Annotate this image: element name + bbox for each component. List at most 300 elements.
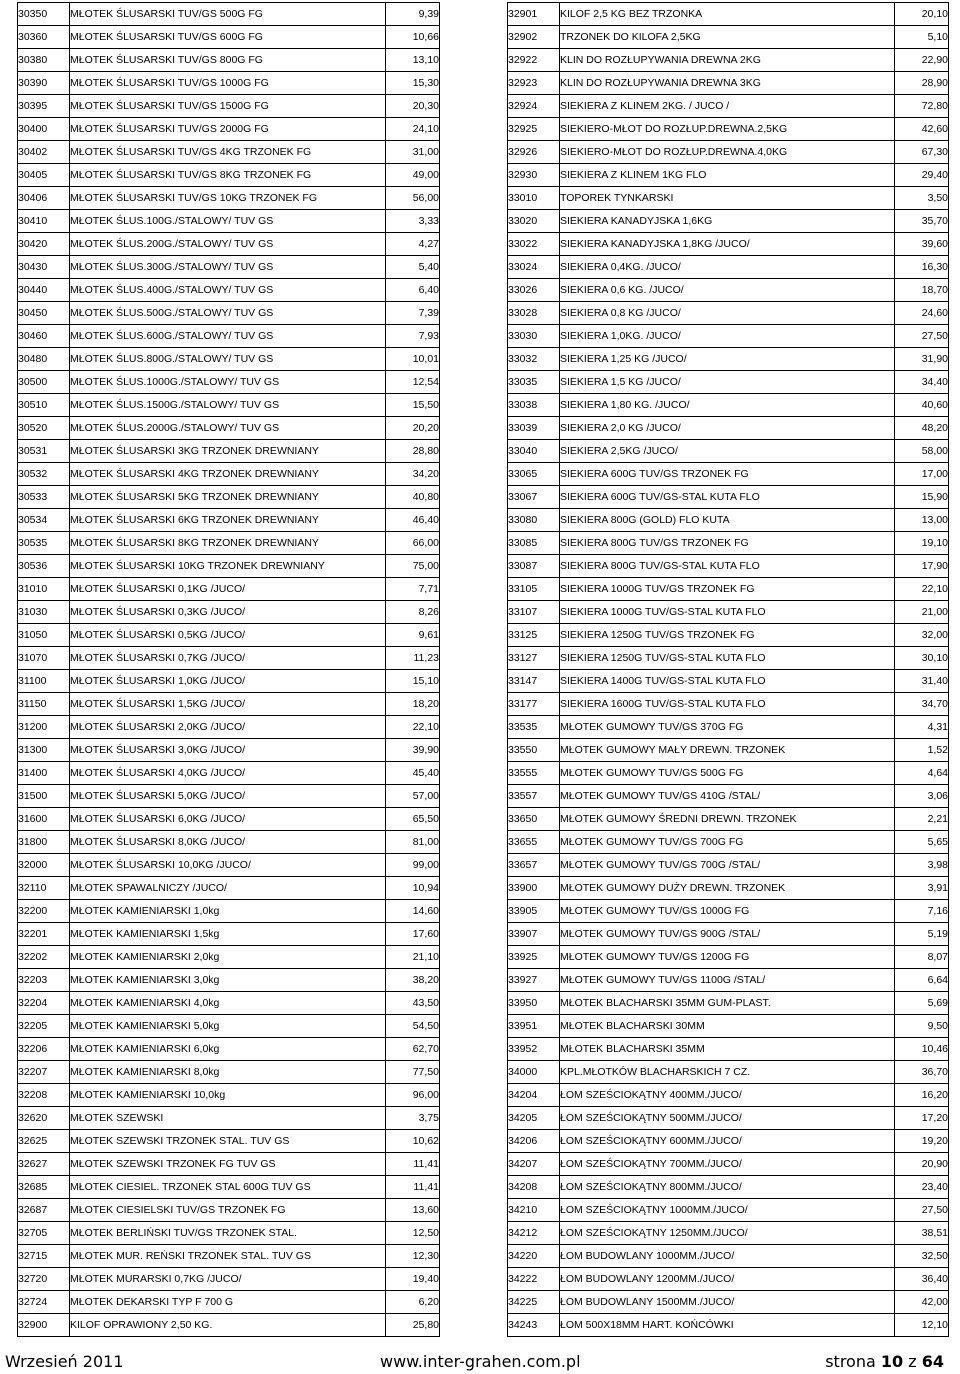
table-row <box>508 3 949 26</box>
product-code: 33085 <box>508 532 560 555</box>
product-name: MŁOTEK GUMOWY TUV/GS 700G FG <box>560 831 895 854</box>
product-code: 33177 <box>508 693 560 716</box>
table-row <box>18 1061 440 1084</box>
product-code: 33535 <box>508 716 560 739</box>
product-price: 77,50 <box>386 1061 440 1084</box>
product-code: 34208 <box>508 1176 560 1199</box>
product-name: MŁOTEK ŚLUSARSKI TUV/GS 500G FG <box>70 3 386 26</box>
product-code: 30395 <box>18 95 70 118</box>
table-row <box>508 1015 949 1038</box>
product-price: 27,50 <box>895 1199 949 1222</box>
product-price: 15,30 <box>386 72 440 95</box>
product-name: MŁOTEK ŚLUSARSKI TUV/GS 1500G FG <box>70 95 386 118</box>
table-row <box>508 1061 949 1084</box>
table-row <box>508 739 949 762</box>
product-price: 20,10 <box>895 3 949 26</box>
table-row <box>508 118 949 141</box>
table-row <box>508 72 949 95</box>
table-row <box>18 95 440 118</box>
product-code: 33147 <box>508 670 560 693</box>
product-name: ŁOM SZEŚCIOKĄTNY 700MM./JUCO/ <box>560 1153 895 1176</box>
product-name: MŁOTEK SZEWSKI TRZONEK STAL. TUV GS <box>70 1130 386 1153</box>
product-code: 32204 <box>18 992 70 1015</box>
table-row <box>18 1222 440 1245</box>
product-price: 5,19 <box>895 923 949 946</box>
product-price: 81,00 <box>386 831 440 854</box>
product-code: 30520 <box>18 417 70 440</box>
product-code: 33655 <box>508 831 560 854</box>
table-row <box>508 348 949 371</box>
product-code: 31150 <box>18 693 70 716</box>
page-prefix: strona <box>825 1352 876 1371</box>
product-price: 45,40 <box>386 762 440 785</box>
product-price: 96,00 <box>386 1084 440 1107</box>
product-code: 32205 <box>18 1015 70 1038</box>
product-name: MŁOTEK ŚLUSARSKI TUV/GS 800G FG <box>70 49 386 72</box>
product-name: MŁOTEK ŚLUSARSKI TUV/GS 600G FG <box>70 26 386 49</box>
product-code: 32627 <box>18 1153 70 1176</box>
product-code: 33080 <box>508 509 560 532</box>
product-name: SIEKIERA 0,4KG. /JUCO/ <box>560 256 895 279</box>
product-name: SIEKIERA KANADYJSKA 1,8KG /JUCO/ <box>560 233 895 256</box>
product-name: MŁOTEK GUMOWY TUV/GS 1000G FG <box>560 900 895 923</box>
product-code: 30534 <box>18 509 70 532</box>
product-price: 10,62 <box>386 1130 440 1153</box>
product-code: 32924 <box>508 95 560 118</box>
table-row <box>508 693 949 716</box>
product-name: SIEKIERA 1250G TUV/GS TRZONEK FG <box>560 624 895 647</box>
table-row <box>18 1130 440 1153</box>
table-row <box>508 831 949 854</box>
product-name: ŁOM BUDOWLANY 1200MM./JUCO/ <box>560 1268 895 1291</box>
product-name: MŁOTEK ŚLUS.100G./STALOWY/ TUV GS <box>70 210 386 233</box>
product-price: 20,30 <box>386 95 440 118</box>
product-code: 33020 <box>508 210 560 233</box>
product-name: MŁOTEK ŚLUS.400G./STALOWY/ TUV GS <box>70 279 386 302</box>
product-price: 10,01 <box>386 348 440 371</box>
product-code: 31050 <box>18 624 70 647</box>
product-price: 7,16 <box>895 900 949 923</box>
product-code: 34205 <box>508 1107 560 1130</box>
table-row <box>508 95 949 118</box>
table-row <box>508 1176 949 1199</box>
product-price: 28,90 <box>895 72 949 95</box>
product-name: SIEKIERA 600G TUV/GS TRZONEK FG <box>560 463 895 486</box>
product-code: 32000 <box>18 854 70 877</box>
product-name: SIEKIERA Z KLINEM 2KG. / JUCO / <box>560 95 895 118</box>
product-price: 9,61 <box>386 624 440 647</box>
table-row <box>508 279 949 302</box>
product-name: SIEKIERA 1600G TUV/GS-STAL KUTA FLO <box>560 693 895 716</box>
product-name: MŁOTEK GUMOWY TUV/GS 370G FG <box>560 716 895 739</box>
product-name: MŁOTEK ŚLUSARSKI 4,0KG /JUCO/ <box>70 762 386 785</box>
product-code: 32926 <box>508 141 560 164</box>
product-price: 8,07 <box>895 946 949 969</box>
table-row <box>508 785 949 808</box>
product-price: 24,10 <box>386 118 440 141</box>
product-name: MŁOTEK BERLIŃSKI TUV/GS TRZONEK STAL. <box>70 1222 386 1245</box>
product-price: 40,60 <box>895 394 949 417</box>
product-code: 34210 <box>508 1199 560 1222</box>
product-price: 10,66 <box>386 26 440 49</box>
table-row <box>508 1314 949 1337</box>
product-name: MŁOTEK ŚLUSARSKI 1,5KG /JUCO/ <box>70 693 386 716</box>
product-code: 32720 <box>18 1268 70 1291</box>
table-row <box>18 1245 440 1268</box>
product-price: 12,10 <box>895 1314 949 1337</box>
page-number: 10 <box>880 1352 904 1371</box>
table-row <box>18 141 440 164</box>
table-row <box>508 992 949 1015</box>
table-row <box>18 1153 440 1176</box>
product-price: 7,93 <box>386 325 440 348</box>
product-price: 54,50 <box>386 1015 440 1038</box>
table-row <box>508 900 949 923</box>
product-code: 32620 <box>18 1107 70 1130</box>
table-row <box>18 1291 440 1314</box>
product-code: 32923 <box>508 72 560 95</box>
product-name: ŁOM BUDOWLANY 1000MM./JUCO/ <box>560 1245 895 1268</box>
product-price: 3,75 <box>386 1107 440 1130</box>
product-price: 8,26 <box>386 601 440 624</box>
product-price: 66,00 <box>386 532 440 555</box>
product-code: 30380 <box>18 49 70 72</box>
product-price: 29,40 <box>895 164 949 187</box>
product-code: 32705 <box>18 1222 70 1245</box>
product-code: 33087 <box>508 555 560 578</box>
product-code: 31300 <box>18 739 70 762</box>
product-code: 33927 <box>508 969 560 992</box>
product-price: 36,70 <box>895 1061 949 1084</box>
product-name: SIEKIERA 1000G TUV/GS TRZONEK FG <box>560 578 895 601</box>
table-row <box>18 348 440 371</box>
product-name: SIEKIERA 800G TUV/GS TRZONEK FG <box>560 532 895 555</box>
table-row <box>18 72 440 95</box>
table-row <box>18 693 440 716</box>
table-row <box>508 578 949 601</box>
product-name: ŁOM SZEŚCIOKĄTNY 500MM./JUCO/ <box>560 1107 895 1130</box>
table-row <box>18 762 440 785</box>
product-name: MŁOTEK ŚLUSARSKI 2,0KG /JUCO/ <box>70 716 386 739</box>
product-name: SIEKIERA 1400G TUV/GS-STAL KUTA FLO <box>560 670 895 693</box>
table-row <box>508 854 949 877</box>
product-name: ŁOM SZEŚCIOKĄTNY 1000MM./JUCO/ <box>560 1199 895 1222</box>
product-code: 33107 <box>508 601 560 624</box>
table-row <box>508 164 949 187</box>
product-name: MŁOTEK ŚLUS.1500G./STALOWY/ TUV GS <box>70 394 386 417</box>
table-row <box>18 1314 440 1337</box>
product-price: 21,10 <box>386 946 440 969</box>
product-price: 40,80 <box>386 486 440 509</box>
product-name: SIEKIERA 1,80 KG. /JUCO/ <box>560 394 895 417</box>
table-row <box>508 1222 949 1245</box>
product-code: 32922 <box>508 49 560 72</box>
product-code: 33952 <box>508 1038 560 1061</box>
product-price: 42,00 <box>895 1291 949 1314</box>
product-code: 33125 <box>508 624 560 647</box>
table-row <box>18 601 440 624</box>
product-name: MŁOTEK KAMIENIARSKI 3,0kg <box>70 969 386 992</box>
product-code: 34207 <box>508 1153 560 1176</box>
product-price: 3,06 <box>895 785 949 808</box>
right-table-body <box>508 3 949 1337</box>
product-price: 16,30 <box>895 256 949 279</box>
product-name: MŁOTEK KAMIENIARSKI 1,0kg <box>70 900 386 923</box>
product-code: 30533 <box>18 486 70 509</box>
table-row <box>18 440 440 463</box>
table-row <box>18 555 440 578</box>
product-price: 39,90 <box>386 739 440 762</box>
product-code: 33550 <box>508 739 560 762</box>
product-code: 33035 <box>508 371 560 394</box>
product-code: 33555 <box>508 762 560 785</box>
table-row <box>508 1107 949 1130</box>
product-price: 5,65 <box>895 831 949 854</box>
table-row <box>508 1291 949 1314</box>
product-price: 9,50 <box>895 1015 949 1038</box>
product-name: MŁOTEK KAMIENIARSKI 6,0kg <box>70 1038 386 1061</box>
product-name: MŁOTEK ŚLUS.300G./STALOWY/ TUV GS <box>70 256 386 279</box>
product-price: 19,20 <box>895 1130 949 1153</box>
product-price: 14,60 <box>386 900 440 923</box>
table-row <box>508 716 949 739</box>
product-price: 17,20 <box>895 1107 949 1130</box>
product-code: 33951 <box>508 1015 560 1038</box>
product-code: 32201 <box>18 923 70 946</box>
product-code: 33907 <box>508 923 560 946</box>
product-name: MŁOTEK ŚLUSARSKI 1,0KG /JUCO/ <box>70 670 386 693</box>
product-code: 30360 <box>18 26 70 49</box>
table-row <box>508 233 949 256</box>
product-name: MŁOTEK GUMOWY TUV/GS 700G /STAL/ <box>560 854 895 877</box>
table-row <box>18 187 440 210</box>
table-row <box>18 969 440 992</box>
product-code: 31500 <box>18 785 70 808</box>
table-row <box>508 624 949 647</box>
product-code: 34204 <box>508 1084 560 1107</box>
table-row <box>18 509 440 532</box>
table-row <box>18 877 440 900</box>
table-row <box>508 509 949 532</box>
product-code: 30500 <box>18 371 70 394</box>
product-name: MŁOTEK GUMOWY ŚREDNI DREWN. TRZONEK <box>560 808 895 831</box>
product-price: 38,20 <box>386 969 440 992</box>
product-code: 32900 <box>18 1314 70 1337</box>
table-row <box>18 233 440 256</box>
product-price: 27,50 <box>895 325 949 348</box>
product-name: MŁOTEK ŚLUSARSKI 10,0KG /JUCO/ <box>70 854 386 877</box>
product-code: 32925 <box>508 118 560 141</box>
product-code: 32930 <box>508 164 560 187</box>
product-name: ŁOM 500X18MM HART. KOŃCÓWKI <box>560 1314 895 1337</box>
product-name: MŁOTEK MUR. REŃSKI TRZONEK STAL. TUV GS <box>70 1245 386 1268</box>
product-name: SIEKIERO-MŁOT DO ROZŁUP.DREWNA.2,5KG <box>560 118 895 141</box>
table-row <box>508 463 949 486</box>
product-code: 33024 <box>508 256 560 279</box>
table-row <box>18 118 440 141</box>
table-row <box>18 670 440 693</box>
product-code: 30460 <box>18 325 70 348</box>
product-code: 31800 <box>18 831 70 854</box>
product-code: 32901 <box>508 3 560 26</box>
product-code: 32902 <box>508 26 560 49</box>
product-price: 5,10 <box>895 26 949 49</box>
product-name: MŁOTEK ŚLUSARSKI 5KG TRZONEK DREWNIANY <box>70 486 386 509</box>
product-price: 36,40 <box>895 1268 949 1291</box>
product-price: 31,40 <box>895 670 949 693</box>
product-name: MŁOTEK SZEWSKI <box>70 1107 386 1130</box>
table-row <box>18 394 440 417</box>
product-price: 4,64 <box>895 762 949 785</box>
table-row <box>508 26 949 49</box>
table-row <box>18 946 440 969</box>
product-code: 33022 <box>508 233 560 256</box>
product-code: 34225 <box>508 1291 560 1314</box>
product-name: MŁOTEK ŚLUSARSKI 0,5KG /JUCO/ <box>70 624 386 647</box>
product-name: ŁOM SZEŚCIOKĄTNY 400MM./JUCO/ <box>560 1084 895 1107</box>
product-name: SIEKIERA 2,0 KG /JUCO/ <box>560 417 895 440</box>
product-code: 32208 <box>18 1084 70 1107</box>
footer-date: Wrzesień 2011 <box>5 1352 124 1371</box>
product-code: 33105 <box>508 578 560 601</box>
product-price: 17,90 <box>895 555 949 578</box>
table-row <box>18 463 440 486</box>
product-price: 9,39 <box>386 3 440 26</box>
table-row <box>508 1153 949 1176</box>
product-name: MŁOTEK GUMOWY TUV/GS 410G /STAL/ <box>560 785 895 808</box>
table-row <box>508 601 949 624</box>
table-row <box>508 486 949 509</box>
product-name: KILOF 2,5 KG BEZ TRZONKA <box>560 3 895 26</box>
product-price: 43,50 <box>386 992 440 1015</box>
product-code: 30410 <box>18 210 70 233</box>
product-name: MŁOTEK BLACHARSKI 35MM <box>560 1038 895 1061</box>
price-list-right-table <box>507 2 949 1337</box>
footer-website[interactable]: www.inter-grahen.com.pl <box>380 1352 581 1371</box>
product-code: 30405 <box>18 164 70 187</box>
product-name: MŁOTEK ŚLUSARSKI 8,0KG /JUCO/ <box>70 831 386 854</box>
table-row <box>508 49 949 72</box>
product-name: MŁOTEK CIESIEL. TRZONEK STAL 600G TUV GS <box>70 1176 386 1199</box>
product-code: 32685 <box>18 1176 70 1199</box>
product-code: 30531 <box>18 440 70 463</box>
product-code: 34243 <box>508 1314 560 1337</box>
table-row <box>508 141 949 164</box>
product-code: 30480 <box>18 348 70 371</box>
product-price: 56,00 <box>386 187 440 210</box>
product-price: 19,10 <box>895 532 949 555</box>
product-price: 15,10 <box>386 670 440 693</box>
product-code: 30440 <box>18 279 70 302</box>
product-price: 30,10 <box>895 647 949 670</box>
product-name: SIEKIERA 1,25 KG /JUCO/ <box>560 348 895 371</box>
product-name: KPL.MŁOTKÓW BLACHARSKICH 7 CZ. <box>560 1061 895 1084</box>
product-code: 31200 <box>18 716 70 739</box>
product-code: 34220 <box>508 1245 560 1268</box>
product-name: MŁOTEK ŚLUSARSKI 0,3KG /JUCO/ <box>70 601 386 624</box>
product-name: KLIN DO ROZŁUPYWANIA DREWNA 2KG <box>560 49 895 72</box>
product-name: SIEKIERA 0,6 KG. /JUCO/ <box>560 279 895 302</box>
table-row <box>18 923 440 946</box>
product-name: MŁOTEK KAMIENIARSKI 8,0kg <box>70 1061 386 1084</box>
product-code: 34222 <box>508 1268 560 1291</box>
product-price: 58,00 <box>895 440 949 463</box>
product-code: 30402 <box>18 141 70 164</box>
product-code: 30450 <box>18 302 70 325</box>
product-name: ŁOM SZEŚCIOKĄTNY 800MM./JUCO/ <box>560 1176 895 1199</box>
product-price: 18,20 <box>386 693 440 716</box>
table-row <box>18 325 440 348</box>
product-name: MŁOTEK SZEWSKI TRZONEK FG TUV GS <box>70 1153 386 1176</box>
table-row <box>508 1268 949 1291</box>
product-price: 34,20 <box>386 463 440 486</box>
product-code: 31100 <box>18 670 70 693</box>
table-row <box>18 992 440 1015</box>
product-price: 12,54 <box>386 371 440 394</box>
product-name: MŁOTEK ŚLUSARSKI 5,0KG /JUCO/ <box>70 785 386 808</box>
product-price: 28,80 <box>386 440 440 463</box>
product-name: TRZONEK DO KILOFA 2,5KG <box>560 26 895 49</box>
table-row <box>508 877 949 900</box>
table-row <box>508 302 949 325</box>
footer-page-indicator <box>825 1352 944 1371</box>
table-row <box>508 532 949 555</box>
table-row <box>508 394 949 417</box>
product-name: MŁOTEK ŚLUSARSKI 4KG TRZONEK DREWNIANY <box>70 463 386 486</box>
product-name: MŁOTEK SPAWALNICZY /JUCO/ <box>70 877 386 900</box>
product-code: 30430 <box>18 256 70 279</box>
product-price: 34,40 <box>895 371 949 394</box>
product-name: MŁOTEK ŚLUSARSKI TUV/GS 1000G FG <box>70 72 386 95</box>
product-code: 33040 <box>508 440 560 463</box>
product-price: 22,10 <box>895 578 949 601</box>
product-name: SIEKIERA Z KLINEM 1KG FLO <box>560 164 895 187</box>
product-code: 30532 <box>18 463 70 486</box>
product-price: 17,60 <box>386 923 440 946</box>
product-price: 22,90 <box>895 49 949 72</box>
product-price: 42,60 <box>895 118 949 141</box>
product-name: MŁOTEK GUMOWY MAŁY DREWN. TRZONEK <box>560 739 895 762</box>
table-row <box>18 210 440 233</box>
product-code: 33127 <box>508 647 560 670</box>
table-row <box>18 785 440 808</box>
product-code: 32206 <box>18 1038 70 1061</box>
product-code: 30535 <box>18 532 70 555</box>
table-row <box>18 1176 440 1199</box>
product-name: MŁOTEK ŚLUSARSKI TUV/GS 2000G FG <box>70 118 386 141</box>
product-price: 6,20 <box>386 1291 440 1314</box>
product-price: 13,10 <box>386 49 440 72</box>
product-price: 23,40 <box>895 1176 949 1199</box>
product-price: 32,00 <box>895 624 949 647</box>
product-code: 33065 <box>508 463 560 486</box>
product-price: 13,60 <box>386 1199 440 1222</box>
product-code: 33026 <box>508 279 560 302</box>
product-name: ŁOM SZEŚCIOKĄTNY 1250MM./JUCO/ <box>560 1222 895 1245</box>
table-row <box>508 923 949 946</box>
product-code: 32724 <box>18 1291 70 1314</box>
table-row <box>18 1084 440 1107</box>
table-row <box>18 647 440 670</box>
product-name: SIEKIERA 1,5 KG /JUCO/ <box>560 371 895 394</box>
table-row <box>18 164 440 187</box>
product-price: 6,64 <box>895 969 949 992</box>
table-row <box>18 900 440 923</box>
product-code: 33010 <box>508 187 560 210</box>
product-name: MŁOTEK KAMIENIARSKI 1,5kg <box>70 923 386 946</box>
product-name: MŁOTEK ŚLUS.200G./STALOWY/ TUV GS <box>70 233 386 256</box>
product-code: 31600 <box>18 808 70 831</box>
